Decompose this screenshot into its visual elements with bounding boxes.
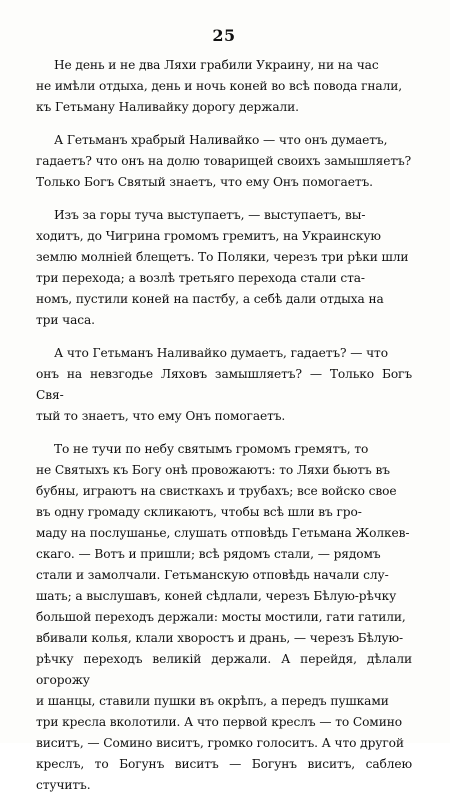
text-line: А Гетьманъ храбрый Наливайко — что онъ думаетъ, [54, 133, 388, 147]
paragraph-1 [36, 55, 412, 118]
text-line: не имѣли отдыха, день и ночь коней во всѣ повода гнали, [36, 79, 403, 93]
text-line: не Святыхъ къ Богу онѣ провожаютъ: то Ляхи бьютъ въ [36, 463, 390, 477]
text-line: маду на послушанье, слушать отповѣдь Гетьмана Жолкев- [36, 526, 410, 540]
text-line: три часа. [36, 313, 95, 327]
text-line: вбивали колья, клали хворостъ и дрань, — черезъ Бѣлую- [36, 631, 403, 645]
text-line: стали и замолчали. Гетьманскую отповѣдь начали слу- [36, 568, 389, 582]
text-line: и шанцы, ставили пушки въ окрѣпъ, а передъ пушками [36, 694, 389, 708]
text-line: три перехода; а возлѣ третьяго перехода стали ста- [36, 271, 365, 285]
text-line: ходитъ, до Чигрина громомъ гремитъ, на Украинскую [36, 229, 381, 243]
text-line: Изъ за горы туча выступаетъ, — выступаетъ, вы- [54, 208, 366, 222]
text-line: А что Гетьманъ Наливайко думаетъ, гадаетъ? — что [54, 346, 388, 360]
text-line: шать; а выслушавъ, коней сѣдлали, черезъ Бѣлую-рѣчку [36, 589, 397, 603]
text-line: три кресла вколотили. А что первой креслъ — то Сомино [36, 715, 402, 729]
text-line: къ Гетьману Наливайку дорогу держали. [36, 100, 299, 114]
text-line: землю молнiей блещетъ. То Поляки, черезъ три рѣки шли [36, 250, 409, 264]
text-line: скаго. — Вотъ и пришли; всѣ рядомъ стали, — рядомъ [36, 547, 381, 561]
text-line: Только Богъ Святый знаетъ, что ему Онъ помогаетъ. [36, 175, 373, 189]
text-line: онъ на невзгодье Ляховъ замышляетъ? — Только Богъ Свя- [36, 367, 412, 402]
paragraph-3 [36, 205, 412, 331]
text-line: гадаетъ? что онъ на долю товарищей своихъ замышляетъ? [36, 154, 412, 168]
paragraph-4 [36, 343, 412, 427]
text-line: рѣчку переходъ великiй держали. А перейдя, дѣлали огорожу [36, 652, 412, 687]
text-line: Не день и не два Ляхи грабили Украину, ни на час [54, 58, 379, 72]
text-line: виситъ, — Сомино виситъ, громко голоситъ. А что другой [36, 736, 404, 750]
text-line: въ одну громаду скликаютъ, чтобы всѣ шли въ гро- [36, 505, 362, 519]
page-number: 25 [212, 26, 236, 45]
text-line: бубны, играютъ на свисткахъ и трубахъ; все войско свое [36, 484, 397, 498]
paragraph-5 [36, 439, 412, 796]
paragraph-2 [36, 130, 412, 193]
text-line: креслъ, то Богунъ виситъ — Богунъ виситъ, саблею стучитъ. [36, 757, 412, 792]
text-line: большой переходъ держали: мосты мостили, гати гатили, [36, 610, 406, 624]
text-line: номъ, пустили коней на пастбу, а себѣ дали отдыха на [36, 292, 384, 306]
text-line: То не тучи по небу святымъ громомъ гремятъ, то [54, 442, 369, 456]
text-line: тый то знаетъ, что ему Онъ помогаетъ. [36, 409, 286, 423]
